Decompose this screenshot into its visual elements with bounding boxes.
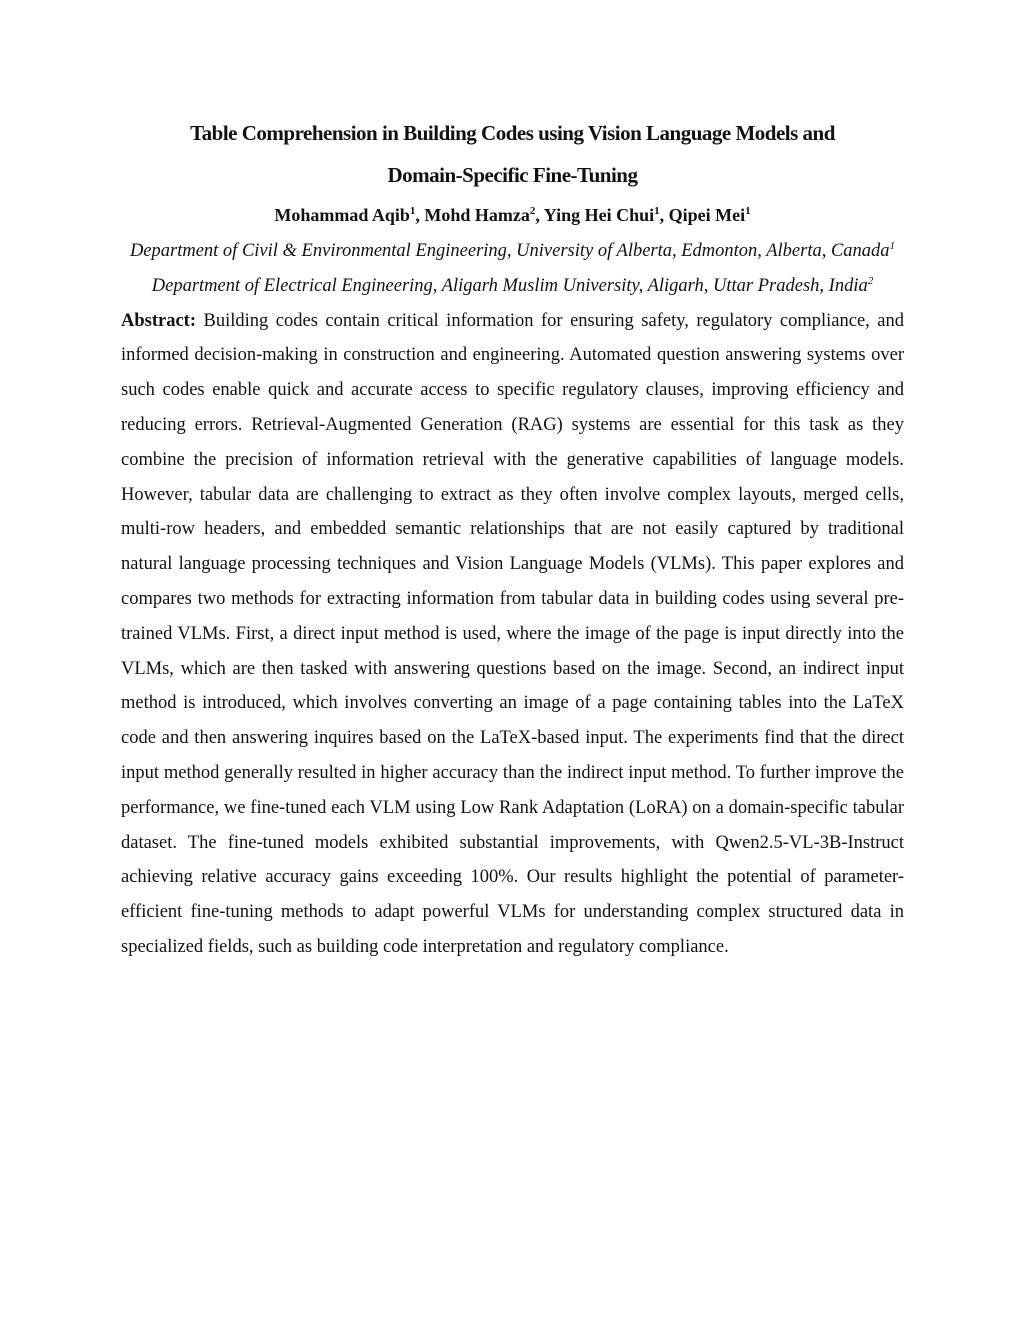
author-name: Mohd Hamza (424, 205, 530, 225)
affiliation-1 (121, 234, 904, 269)
author-separator: , (535, 205, 544, 225)
author-separator: , (415, 205, 425, 225)
affiliation-text: Department of Electrical Engineering, Aligarh Muslim University, Aligarh, Uttar Pradesh, India (151, 275, 868, 296)
author-name: Qipei Mei (668, 205, 746, 225)
author-name: Mohammad Aqib (274, 205, 410, 225)
author-list (121, 196, 904, 234)
author (544, 205, 669, 225)
affiliation-text: Department of Civil & Environmental Engineering, University of Alberta, Edmonton, Alberta, Canada (129, 241, 890, 261)
affiliation-2 (121, 269, 904, 304)
paper-page (121, 112, 904, 965)
author (669, 205, 751, 225)
author-affiliation-mark: 1 (654, 205, 660, 217)
author-name: Ying Hei Chui (543, 205, 655, 225)
author-affiliation-mark: 1 (745, 205, 751, 217)
author-separator: , (659, 205, 669, 225)
affiliation-mark: 2 (867, 274, 874, 287)
author (424, 205, 543, 225)
abstract-label: Abstract: (121, 310, 197, 331)
paper-title-line-1: Table Comprehension in Building Codes using Vision Language Models and (190, 121, 835, 145)
author (274, 205, 424, 225)
author-affiliation-mark: 1 (409, 205, 416, 217)
paper-title (121, 112, 904, 196)
abstract-text: Building codes contain critical information for ensuring safety, regulatory compliance, and informed decision-making in construction and engineering. Automated question answering systems over such codes enable quick and accurate access to specific regulatory clauses, improving efficiency and reducing errors. Retrieval-Augmented Generation (RAG) systems are essential for this task as they combine the precision of information retrieval with the generative capabilities of language models. However, tabular data are challenging to extract as they often involve complex layouts, merged cells, multi-row headers, and embedded semantic relationships that are not easily captured by traditional natural language processing techniques and Vision Language Models (VLMs). This paper explores and compares two methods for extracting information from tabular data in building codes using several pre-trained VLMs. First, a direct input method is used, where the image of the page is input directly into the VLMs, which are then tasked with answering questions based on the image. Second, an indirect input method is introduced, which involves converting an image of a page containing tables into the LaTeX code and then answering inquires based on the LaTeX-based input. The experiments find that the direct input method generally resulted in higher accuracy than the indirect input method. To further improve the performance, we fine-tuned each VLM using Low Rank Adaptation (LoRA) on a domain-specific tabular dataset. The fine-tuned models exhibited substantial improvements, with Qwen2.5-VL-3B-Instruct achieving relative accuracy gains exceeding 100%. Our results highlight the potential of parameter-efficient fine-tuning methods to adapt powerful VLMs for understanding complex structured data in specialized fields, such as building code interpretation and regulatory compliance. (121, 310, 905, 957)
paper-title-line-2: Domain-Specific Fine-Tuning (387, 163, 638, 187)
affiliation-mark: 1 (889, 239, 896, 252)
abstract (121, 304, 904, 965)
author-affiliation-mark: 2 (529, 205, 536, 217)
